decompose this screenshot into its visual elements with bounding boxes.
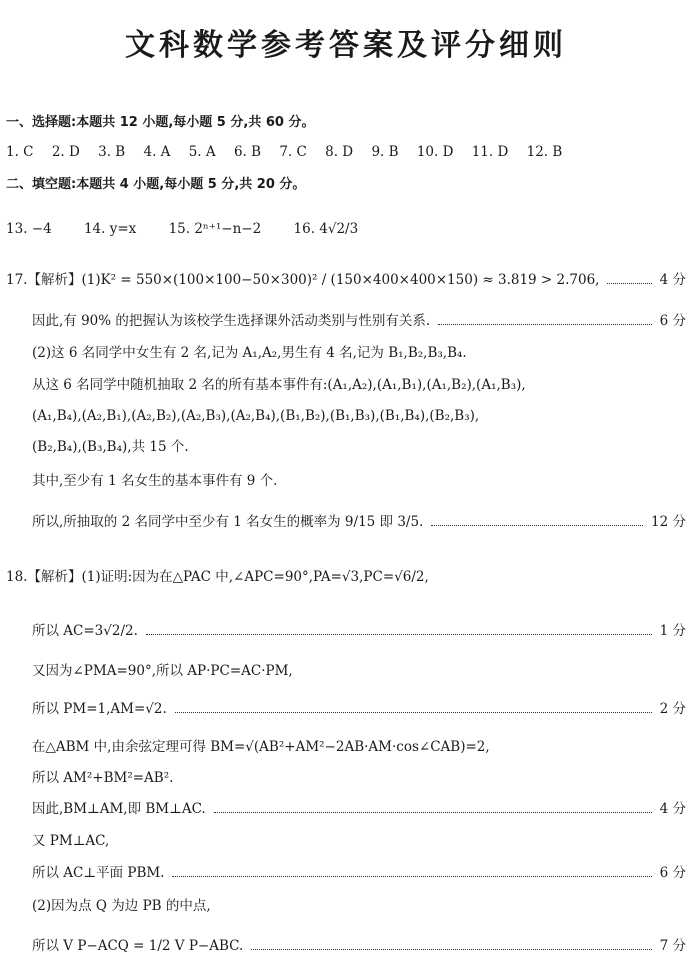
answer-14: 14. y=x bbox=[83, 221, 137, 237]
answer-12: 12. B bbox=[526, 144, 563, 160]
q17-line-6: (B₂,B₄),(B₃,B₄),共 15 个. bbox=[32, 439, 189, 455]
q18-line-5: 在△ABM 中,由余弦定理可得 BM=√(AB²+AM²−2AB·AM·cos∠CAB)=2, bbox=[32, 739, 490, 755]
points-label: 12 分 bbox=[651, 514, 686, 530]
q18-line-1: 18.【解析】(1)证明:因为在△PAC 中,∠APC=90°,PA=√3,PC=√6/2, bbox=[6, 569, 429, 585]
dot-leader bbox=[214, 812, 652, 813]
q18-volume: 所以 V P−ACQ = 1/2 V P−ABC. bbox=[32, 938, 244, 954]
q18-line-9 bbox=[32, 864, 686, 882]
q17-probability: 所以,所抽取的 2 名同学中至少有 1 名女生的概率为 9/15 即 3/5. bbox=[32, 514, 424, 530]
answer-8: 8. D bbox=[325, 144, 354, 160]
q18-line-7 bbox=[32, 800, 686, 818]
q18-line-11 bbox=[32, 937, 686, 955]
points-label: 4 分 bbox=[659, 801, 686, 817]
dot-leader bbox=[251, 949, 651, 950]
answer-1: 1. C bbox=[6, 144, 34, 160]
q18-line-8: 又 PM⊥AC, bbox=[32, 833, 110, 849]
q18-line-10: (2)因为点 Q 为边 PB 的中点, bbox=[32, 898, 211, 914]
dot-leader bbox=[431, 525, 643, 526]
section1-answers bbox=[6, 143, 686, 161]
q17-line-3: (2)这 6 名同学中女生有 2 名,记为 A₁,A₂,男生有 4 名,记为 B₁,B₂,B₃,B₄. bbox=[32, 345, 467, 361]
dot-leader bbox=[607, 283, 651, 284]
points-label: 6 分 bbox=[659, 865, 686, 881]
q17-chi-square: 17.【解析】(1)K² = 550×(100×100−50×300)² / (150×400×400×150) ≈ 3.819 > 2.706, bbox=[6, 272, 600, 288]
answer-9: 9. B bbox=[371, 144, 399, 160]
points-label: 2 分 bbox=[659, 701, 686, 717]
q17-line-4: 从这 6 名同学中随机抽取 2 名的所有基本事件有:(A₁,A₂),(A₁,B₁),(A₁,B₂),(A₁,B₃), bbox=[32, 377, 526, 393]
q17-line-1 bbox=[6, 271, 686, 289]
q17-line-7: 其中,至少有 1 名女生的基本事件有 9 个. bbox=[32, 473, 278, 489]
q17-line-2 bbox=[32, 312, 686, 330]
dot-leader bbox=[172, 876, 651, 877]
answer-7: 7. C bbox=[279, 144, 307, 160]
points-label: 4 分 bbox=[659, 272, 686, 288]
answer-11: 11. D bbox=[471, 144, 509, 160]
q18-ac: 所以 AC=3√2/2. bbox=[32, 623, 138, 639]
q18-perpendicular: 因此,BM⊥AM,即 BM⊥AC. bbox=[32, 801, 206, 817]
answer-13: 13. −4 bbox=[6, 221, 52, 237]
dot-leader bbox=[146, 634, 652, 635]
page-title: 文科数学参考答案及评分细则 bbox=[125, 28, 567, 63]
section2-header: 二、填空题:本题共 4 小题,每小题 5 分,共 20 分。 bbox=[6, 177, 306, 192]
answer-2: 2. D bbox=[51, 144, 80, 160]
dot-leader bbox=[438, 324, 651, 325]
q18-line-6: 所以 AM²+BM²=AB². bbox=[32, 770, 174, 786]
q18-plane: 所以 AC⊥平面 PBM. bbox=[32, 865, 165, 881]
dot-leader bbox=[175, 712, 652, 713]
answer-15: 15. 2ⁿ⁺¹−n−2 bbox=[168, 221, 262, 237]
answer-6: 6. B bbox=[233, 144, 262, 160]
section2-answers bbox=[6, 220, 686, 238]
answer-3: 3. B bbox=[98, 144, 126, 160]
answer-5: 5. A bbox=[188, 144, 216, 160]
points-label: 6 分 bbox=[659, 313, 686, 329]
answer-4: 4. A bbox=[143, 144, 171, 160]
answer-16: 16. 4√2/3 bbox=[293, 221, 359, 237]
q18-line-3: 又因为∠PMA=90°,所以 AP·PC=AC·PM, bbox=[32, 663, 293, 679]
points-label: 7 分 bbox=[659, 938, 686, 954]
points-label: 1 分 bbox=[659, 623, 686, 639]
answer-10: 10. D bbox=[416, 144, 454, 160]
q17-conclusion: 因此,有 90% 的把握认为该校学生选择课外活动类别与性别有关系. bbox=[32, 313, 431, 329]
q17-line-8 bbox=[32, 513, 686, 531]
section1-header: 一、选择题:本题共 12 小题,每小题 5 分,共 60 分。 bbox=[6, 115, 315, 130]
q18-pm-am: 所以 PM=1,AM=√2. bbox=[32, 701, 167, 717]
q18-line-2 bbox=[32, 622, 686, 640]
q17-line-5: (A₁,B₄),(A₂,B₁),(A₂,B₂),(A₂,B₃),(A₂,B₄),(B₁,B₂),(B₁,B₃),(B₁,B₄),(B₂,B₃), bbox=[32, 408, 480, 424]
q18-line-4 bbox=[32, 700, 686, 718]
